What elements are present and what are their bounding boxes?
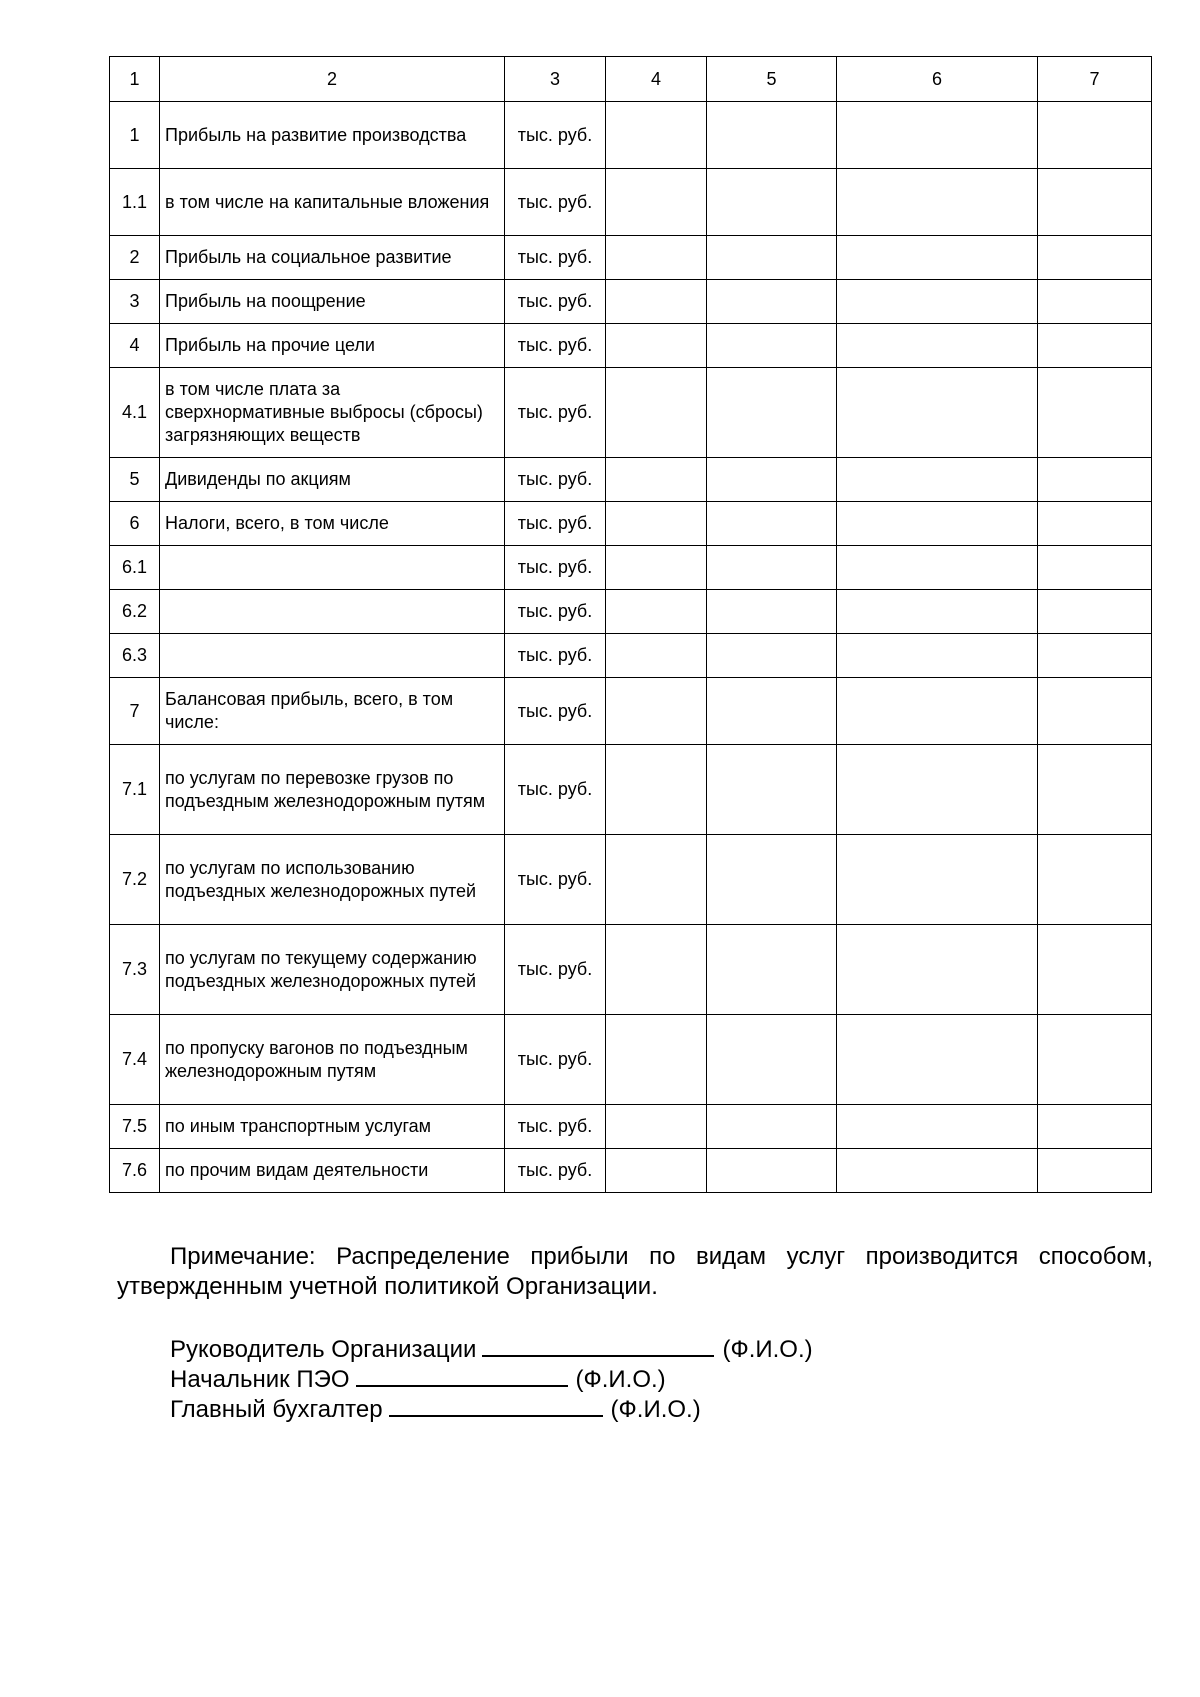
value-cell-col7 — [1038, 1149, 1152, 1193]
value-cell-col4 — [606, 324, 707, 368]
table-row — [110, 835, 1152, 925]
value-cell-col7 — [1038, 169, 1152, 236]
value-cell-col5 — [707, 745, 837, 835]
value-cell-col6 — [837, 634, 1038, 678]
row-number-cell: 7.6 — [110, 1149, 160, 1193]
value-cell-col6 — [837, 925, 1038, 1015]
value-cell-col4 — [606, 280, 707, 324]
value-cell-col7 — [1038, 1105, 1152, 1149]
note-line-2: утвержденным учетной политикой Организации. — [117, 1273, 658, 1300]
table-row — [110, 169, 1152, 236]
value-cell-col6 — [837, 835, 1038, 925]
row-number-cell: 7.1 — [110, 745, 160, 835]
note-line-1: Примечание: Распределение прибыли по видам услуг производится способом, — [170, 1243, 1153, 1270]
row-name-cell: по пропуску вагонов по подъездным железнодорожным путям — [160, 1015, 505, 1105]
value-cell-col7 — [1038, 590, 1152, 634]
value-cell-col4 — [606, 102, 707, 169]
column-header: 1 — [110, 57, 160, 102]
row-number-cell: 4 — [110, 324, 160, 368]
row-number-cell: 1.1 — [110, 169, 160, 236]
row-number-cell: 6 — [110, 502, 160, 546]
table-row — [110, 1149, 1152, 1193]
value-cell-col4 — [606, 1149, 707, 1193]
row-unit-cell: тыс. руб. — [505, 1105, 606, 1149]
value-cell-col5 — [707, 102, 837, 169]
value-cell-col7 — [1038, 280, 1152, 324]
value-cell-col5 — [707, 280, 837, 324]
value-cell-col7 — [1038, 236, 1152, 280]
value-cell-col6 — [837, 458, 1038, 502]
value-cell-col6 — [837, 102, 1038, 169]
value-cell-col6 — [837, 368, 1038, 458]
value-cell-col6 — [837, 546, 1038, 590]
row-number-cell: 7.2 — [110, 835, 160, 925]
value-cell-col5 — [707, 925, 837, 1015]
value-cell-col5 — [707, 324, 837, 368]
value-cell-col4 — [606, 678, 707, 745]
row-name-cell — [160, 634, 505, 678]
signature-peo-head — [170, 1365, 666, 1395]
table-row — [110, 634, 1152, 678]
row-unit-cell: тыс. руб. — [505, 169, 606, 236]
row-name-cell: Налоги, всего, в том числе — [160, 502, 505, 546]
row-number-cell: 6.3 — [110, 634, 160, 678]
value-cell-col6 — [837, 745, 1038, 835]
value-cell-col6 — [837, 280, 1038, 324]
column-header: 2 — [160, 57, 505, 102]
table-row — [110, 102, 1152, 169]
value-cell-col4 — [606, 502, 707, 546]
row-number-cell: 6.2 — [110, 590, 160, 634]
value-cell-col6 — [837, 1015, 1038, 1105]
row-unit-cell: тыс. руб. — [505, 1015, 606, 1105]
row-unit-cell: тыс. руб. — [505, 502, 606, 546]
value-cell-col6 — [837, 236, 1038, 280]
row-name-cell: Балансовая прибыль, всего, в том числе: — [160, 678, 505, 745]
row-number-cell: 1 — [110, 102, 160, 169]
column-header: 3 — [505, 57, 606, 102]
row-number-cell: 6.1 — [110, 546, 160, 590]
column-header: 5 — [707, 57, 837, 102]
signature-suffix: (Ф.И.О.) — [722, 1336, 813, 1363]
row-unit-cell: тыс. руб. — [505, 368, 606, 458]
value-cell-col7 — [1038, 1015, 1152, 1105]
value-cell-col5 — [707, 1105, 837, 1149]
value-cell-col6 — [837, 590, 1038, 634]
row-unit-cell: тыс. руб. — [505, 1149, 606, 1193]
row-unit-cell: тыс. руб. — [505, 546, 606, 590]
row-unit-cell: тыс. руб. — [505, 590, 606, 634]
row-unit-cell: тыс. руб. — [505, 102, 606, 169]
row-unit-cell: тыс. руб. — [505, 458, 606, 502]
row-name-cell: Дивиденды по акциям — [160, 458, 505, 502]
value-cell-col5 — [707, 634, 837, 678]
value-cell-col5 — [707, 368, 837, 458]
value-cell-col7 — [1038, 502, 1152, 546]
row-unit-cell: тыс. руб. — [505, 835, 606, 925]
table-row — [110, 925, 1152, 1015]
table-row — [110, 368, 1152, 458]
row-number-cell: 4.1 — [110, 368, 160, 458]
value-cell-col6 — [837, 169, 1038, 236]
row-unit-cell: тыс. руб. — [505, 925, 606, 1015]
row-unit-cell: тыс. руб. — [505, 745, 606, 835]
table-row — [110, 546, 1152, 590]
note-paragraph — [117, 1242, 1153, 1302]
row-name-cell — [160, 546, 505, 590]
value-cell-col5 — [707, 1149, 837, 1193]
value-cell-col5 — [707, 169, 837, 236]
table-row — [110, 458, 1152, 502]
value-cell-col4 — [606, 458, 707, 502]
row-name-cell: Прибыль на поощрение — [160, 280, 505, 324]
column-header: 6 — [837, 57, 1038, 102]
value-cell-col5 — [707, 678, 837, 745]
signature-role: Руководитель Организации — [170, 1336, 477, 1363]
value-cell-col5 — [707, 236, 837, 280]
column-header: 4 — [606, 57, 707, 102]
row-unit-cell: тыс. руб. — [505, 236, 606, 280]
value-cell-col5 — [707, 546, 837, 590]
table-header-row — [110, 57, 1152, 102]
signature-role: Главный бухгалтер — [170, 1396, 383, 1423]
value-cell-col6 — [837, 502, 1038, 546]
value-cell-col4 — [606, 590, 707, 634]
row-name-cell: по услугам по перевозке грузов по подъездным железнодорожным путям — [160, 745, 505, 835]
value-cell-col6 — [837, 1105, 1038, 1149]
signature-suffix: (Ф.И.О.) — [610, 1396, 701, 1423]
table-row — [110, 590, 1152, 634]
value-cell-col7 — [1038, 634, 1152, 678]
signature-role: Начальник ПЭО — [170, 1366, 350, 1393]
row-name-cell — [160, 590, 505, 634]
column-header: 7 — [1038, 57, 1152, 102]
table-row — [110, 1015, 1152, 1105]
row-name-cell: Прибыль на прочие цели — [160, 324, 505, 368]
value-cell-col7 — [1038, 745, 1152, 835]
signature-line — [389, 1395, 603, 1417]
value-cell-col7 — [1038, 102, 1152, 169]
row-name-cell: по услугам по использованию подъездных железнодорожных путей — [160, 835, 505, 925]
value-cell-col6 — [837, 1149, 1038, 1193]
value-cell-col4 — [606, 546, 707, 590]
table-row — [110, 236, 1152, 280]
signature-line — [482, 1335, 714, 1357]
row-number-cell: 3 — [110, 280, 160, 324]
value-cell-col4 — [606, 634, 707, 678]
value-cell-col7 — [1038, 678, 1152, 745]
row-number-cell: 5 — [110, 458, 160, 502]
value-cell-col4 — [606, 835, 707, 925]
value-cell-col7 — [1038, 925, 1152, 1015]
value-cell-col7 — [1038, 458, 1152, 502]
row-name-cell: по прочим видам деятельности — [160, 1149, 505, 1193]
table-row — [110, 678, 1152, 745]
signature-suffix: (Ф.И.О.) — [575, 1366, 666, 1393]
value-cell-col5 — [707, 502, 837, 546]
table-row — [110, 745, 1152, 835]
value-cell-col4 — [606, 1105, 707, 1149]
value-cell-col6 — [837, 324, 1038, 368]
row-name-cell: по иным транспортным услугам — [160, 1105, 505, 1149]
value-cell-col7 — [1038, 368, 1152, 458]
value-cell-col7 — [1038, 546, 1152, 590]
signature-chief-accountant — [170, 1395, 701, 1425]
row-number-cell: 2 — [110, 236, 160, 280]
row-name-cell: Прибыль на социальное развитие — [160, 236, 505, 280]
value-cell-col5 — [707, 458, 837, 502]
row-unit-cell: тыс. руб. — [505, 280, 606, 324]
value-cell-col4 — [606, 236, 707, 280]
value-cell-col7 — [1038, 324, 1152, 368]
row-number-cell: 7.4 — [110, 1015, 160, 1105]
signature-line — [356, 1365, 568, 1387]
value-cell-col5 — [707, 590, 837, 634]
row-number-cell: 7.5 — [110, 1105, 160, 1149]
row-name-cell: в том числе плата за сверхнормативные выбросы (сбросы) загрязняющих веществ — [160, 368, 505, 458]
value-cell-col6 — [837, 678, 1038, 745]
value-cell-col4 — [606, 1015, 707, 1105]
value-cell-col4 — [606, 745, 707, 835]
signature-director — [170, 1335, 813, 1365]
value-cell-col4 — [606, 368, 707, 458]
row-unit-cell: тыс. руб. — [505, 324, 606, 368]
value-cell-col4 — [606, 169, 707, 236]
value-cell-col7 — [1038, 835, 1152, 925]
row-number-cell: 7.3 — [110, 925, 160, 1015]
row-name-cell: Прибыль на развитие производства — [160, 102, 505, 169]
table-row — [110, 502, 1152, 546]
table-row — [110, 280, 1152, 324]
row-name-cell: по услугам по текущему содержанию подъездных железнодорожных путей — [160, 925, 505, 1015]
table-row — [110, 1105, 1152, 1149]
row-name-cell: в том числе на капитальные вложения — [160, 169, 505, 236]
table-row — [110, 324, 1152, 368]
value-cell-col5 — [707, 1015, 837, 1105]
row-unit-cell: тыс. руб. — [505, 634, 606, 678]
row-unit-cell: тыс. руб. — [505, 678, 606, 745]
report-table — [109, 56, 1152, 1193]
value-cell-col5 — [707, 835, 837, 925]
value-cell-col4 — [606, 925, 707, 1015]
row-number-cell: 7 — [110, 678, 160, 745]
